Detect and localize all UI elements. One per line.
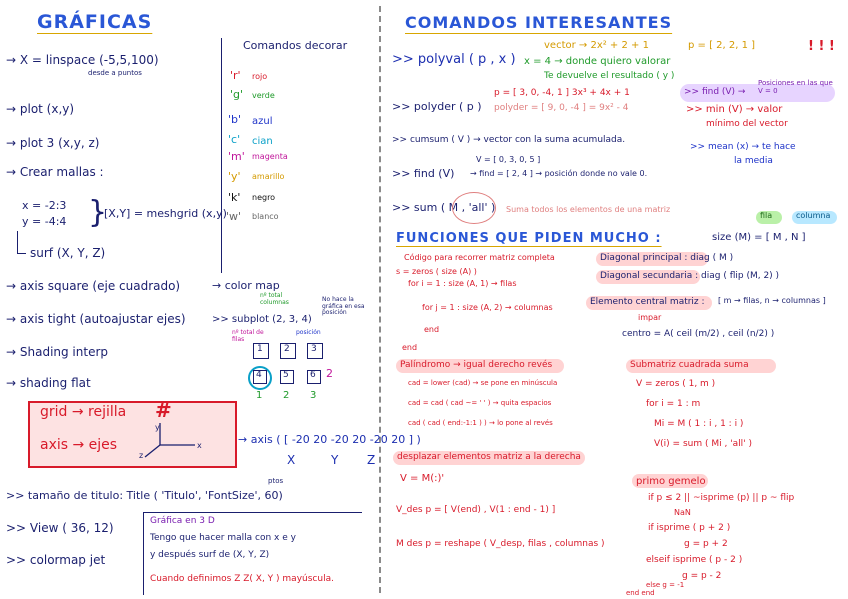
- meshgrid-line: [X,Y] = meshgrid (x,y): [104, 207, 227, 220]
- subplot-num-4: 4: [256, 370, 262, 380]
- mean-note: la media: [734, 156, 773, 166]
- sum-all-note: Suma todos los elementos de una matriz: [506, 205, 671, 214]
- color-name-w: blanco: [252, 212, 279, 221]
- submatriz-title: Submatriz cuadrada suma: [630, 360, 749, 370]
- comandos-title: COMANDOS INTERESANTES: [405, 13, 673, 32]
- recorrer-4: end: [424, 325, 440, 334]
- ntotal-col-note: nº total columnas: [260, 292, 289, 306]
- palindromo-3: cad ( cad ( end:-1:1 ) ) → lo pone al revés: [408, 419, 553, 427]
- brace-icon: }: [88, 195, 108, 230]
- primo-2: if isprime ( p + 2 ): [648, 523, 731, 533]
- subplot-num-3: 3: [311, 344, 317, 354]
- box-line-3: Cuando definimos Z Z( X, Y ) mayúscula.: [150, 574, 334, 584]
- min-line: >> min (V) → valor: [686, 104, 783, 115]
- axis-label-x: X: [287, 453, 296, 467]
- recorrer-1: s = zeros ( size (A) ): [396, 267, 477, 276]
- desplazar-title: desplazar elementos matriz a la derecha: [397, 452, 581, 462]
- subplot-num-5: 5: [283, 370, 289, 380]
- centro-formula: centro = A( ceil (m/2) , ceil (n/2) ): [622, 329, 775, 339]
- palindromo-2: cad = cad ( cad ~= ' ' ) → quita espacios: [408, 399, 552, 407]
- subplot-num-2: 2: [284, 344, 290, 354]
- grid-rejilla: grid → rejilla: [40, 404, 127, 420]
- recorrer-5: end: [402, 343, 418, 352]
- y-eq: y = -4:4: [22, 215, 67, 228]
- submatriz-1: V = zeros ( 1, m ): [636, 379, 716, 389]
- color-name-c: cian: [252, 136, 273, 147]
- posicion-note: posición: [296, 329, 321, 336]
- recorrer-title: Código para recorrer matriz completa: [404, 253, 555, 262]
- linspace-line: → X = linspace (-5,5,100): [6, 53, 159, 67]
- desplazar-3: M des p = reshape ( V_desp, filas , columnas ): [396, 539, 605, 549]
- box-title: Gráfica en 3 D: [150, 516, 215, 526]
- polyder-p: p = [ 3, 0, -4, 1 ] 3x³ + 4x + 1: [494, 88, 630, 98]
- color-name-y: amarillo: [252, 172, 285, 181]
- shading-interp-line: → Shading interp: [6, 345, 109, 359]
- col-count-1: 1: [256, 390, 263, 401]
- surf-line: surf (X, Y, Z): [30, 246, 106, 260]
- color-name-b: azul: [252, 116, 273, 127]
- primo-5: g = p - 2: [682, 571, 722, 581]
- rows-count: 2: [326, 367, 333, 380]
- subplot-note: No hace la gráfica en esa posición: [322, 296, 365, 317]
- primo-3: g = p + 2: [684, 539, 728, 549]
- find-v-line: >> find (V) →: [684, 87, 746, 97]
- palindromo-title: Palíndromo → igual derecho revés: [400, 360, 553, 370]
- color-code-c: 'c': [228, 133, 241, 146]
- primo-1: if p ≤ 2 || ~isprime (p) || p ~ flip: [648, 493, 795, 503]
- submatriz-4: V(i) = sum ( Mi , 'all' ): [654, 439, 753, 449]
- fila-label: fila: [760, 211, 773, 220]
- svg-text:y: y: [155, 423, 160, 432]
- find2-vector: V = [ 0, 3, 0, 5 ]: [476, 155, 541, 164]
- box-line-2: y después surf de (X, Y, Z): [150, 550, 270, 560]
- ntotal-fil-note: nº total de filas: [232, 329, 264, 343]
- color-name-k: negro: [252, 193, 276, 202]
- plot3-line: → plot 3 (x,y, z): [6, 136, 100, 150]
- axis-ejes: axis → ejes: [40, 437, 118, 453]
- all-circle-icon: [452, 192, 496, 224]
- recorrer-3: for j = 1 : size (A, 2) → columnas: [422, 303, 553, 312]
- funciones-title: FUNCIONES QUE PIDEN MUCHO :: [396, 231, 662, 246]
- color-code-r: 'r': [230, 69, 241, 82]
- diag-principal: Diagonal principal : diag ( M ): [600, 253, 734, 263]
- color-code-b: 'b': [228, 113, 242, 126]
- colormap-jet-line: >> colormap jet: [6, 553, 106, 567]
- col-count-2: 2: [283, 390, 290, 401]
- linspace-note: desde a puntos: [88, 69, 142, 77]
- svg-text:z: z: [139, 451, 144, 460]
- resultado-note: Te devuelve el resultado ( y ): [544, 71, 675, 81]
- axis-label-y: Y: [331, 453, 339, 467]
- size-line: size (M) = [ M , N ]: [712, 232, 806, 243]
- column-divider: [379, 6, 381, 593]
- polyval-line: >> polyval ( p , x ): [392, 52, 516, 67]
- diag-secundaria: Diagonal secundaria : diag ( flip (M, 2) ): [600, 271, 780, 281]
- hash-icon: #: [155, 398, 172, 422]
- palindromo-1: cad = lower (cad) → se pone en minúscula: [408, 379, 558, 387]
- axes-sketch-icon: [135, 420, 210, 460]
- find2-line: >> find (V): [392, 167, 455, 180]
- polyder-result: polyder = [ 9, 0, -4 ] = 9x² - 4: [494, 103, 629, 113]
- desplazar-1: V = M(:)': [400, 473, 445, 484]
- impar-note: impar: [638, 313, 662, 322]
- subplot-num-6: 6: [310, 370, 316, 380]
- svg-text:x: x: [197, 441, 202, 450]
- primo-1b: NaN: [674, 508, 691, 517]
- find-positions-note: Posiciones en las que V = 0: [758, 79, 833, 95]
- shading-flat-line: → shading flat: [6, 376, 91, 390]
- axis-square-line: → axis square (eje cuadrado): [6, 279, 181, 293]
- color-code-k: 'k': [228, 191, 241, 204]
- desplazar-2: V_des p = [ V(end) , V(1 : end - 1) ]: [396, 505, 556, 515]
- col-count-3: 3: [310, 390, 317, 401]
- centro-rule: [ m → filas, n → columnas ]: [718, 296, 826, 305]
- primo-4: elseif isprime ( p - 2 ): [646, 555, 743, 565]
- mallas-line: → Crear mallas :: [6, 165, 104, 179]
- axis-label-z: Z: [367, 453, 376, 467]
- axis-tight-line: → axis tight (autoajustar ejes): [6, 312, 186, 326]
- vector-note: vector → 2x² + 2 + 1: [544, 40, 649, 51]
- ptos-note: ptos: [268, 477, 284, 485]
- min-note: mínimo del vector: [706, 119, 788, 129]
- subplot-num-1: 1: [257, 344, 263, 354]
- mean-line: >> mean (x) → te hace: [690, 142, 796, 152]
- color-name-g: verde: [252, 91, 275, 100]
- graficas-title: GRÁFICAS: [37, 11, 153, 33]
- sum-all-line: >> sum ( M , 'all' ): [392, 201, 496, 214]
- color-code-m: 'm': [228, 150, 245, 163]
- subplot-line: >> subplot (2, 3, 4): [212, 314, 312, 325]
- primo-6: else g = -1: [646, 581, 685, 589]
- columna-label: columna: [796, 211, 831, 220]
- recorrer-2: for i = 1 : size (A, 1) → filas: [408, 279, 517, 288]
- find2-result: → find = [ 2, 4 ] → posición donde no vale 0.: [470, 169, 648, 178]
- color-code-g: 'g': [230, 88, 244, 101]
- colors-panel-line: [221, 38, 222, 273]
- view-line: >> View ( 36, 12): [6, 521, 114, 535]
- color-name-m: magenta: [252, 152, 288, 161]
- color-code-w: 'w': [226, 210, 242, 223]
- polyder-line: >> polyder ( p ): [392, 100, 482, 113]
- plot-line: → plot (x,y): [6, 102, 75, 116]
- submatriz-2: for i = 1 : m: [646, 399, 701, 409]
- exclamation-icon: ! ! !: [808, 39, 835, 54]
- primo-title: primo gemelo: [636, 476, 706, 487]
- arrow-icon: [17, 231, 26, 254]
- box-line-1: Tengo que hacer malla con x e y: [150, 533, 296, 543]
- titulo-line: >> tamaño de titulo: Title ( 'Titulo', 'FontSize', 60): [6, 489, 283, 502]
- cumsum-line: >> cumsum ( V ) → vector con la suma acumulada.: [392, 135, 626, 145]
- color-code-y: 'y': [228, 170, 241, 183]
- centro-title: Elemento central matriz :: [590, 297, 705, 307]
- colormap-line: → color map: [212, 279, 280, 292]
- axis-limits: → axis ( [ -20 20 -20 20 -20 20 ] ): [238, 433, 421, 446]
- x4-note: x = 4 → donde quiero valorar: [524, 56, 671, 67]
- x-eq: x = -2:3: [22, 199, 67, 212]
- colors-title: Comandos decorar: [243, 39, 348, 52]
- primo-7: end end: [626, 589, 655, 597]
- color-name-r: rojo: [252, 72, 268, 81]
- submatriz-3: Mi = M ( 1 : i , 1 : i ): [654, 419, 744, 429]
- p-vector: p = [ 2, 2, 1 ]: [688, 40, 756, 51]
